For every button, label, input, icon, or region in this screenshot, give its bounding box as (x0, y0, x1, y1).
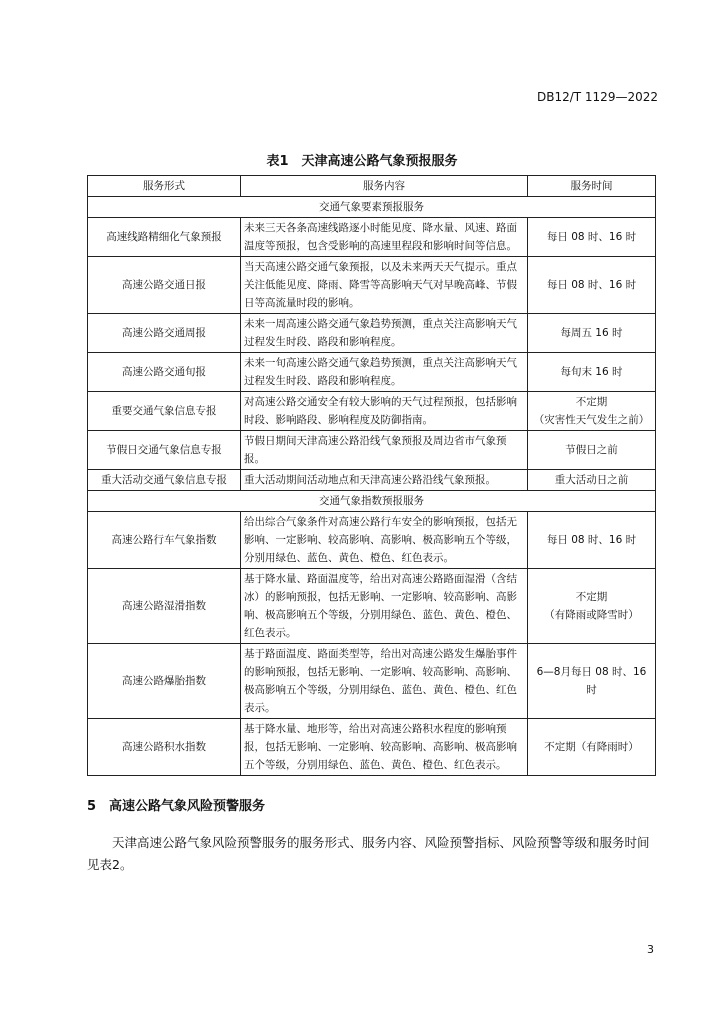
table-row (88, 392, 656, 431)
service-time-text: 每周五 16 时 (560, 327, 623, 339)
table-row (88, 512, 656, 569)
table-row (88, 353, 656, 392)
service-time-text: 每旬末 16 时 (560, 366, 623, 378)
service-time-cell (528, 512, 656, 569)
service-time-text: 节假日之前 (565, 444, 618, 456)
service-time-cell (528, 314, 656, 353)
standard-code: DB12/T 1129—2022 (536, 90, 658, 104)
service-time-cell (528, 353, 656, 392)
service-form-cell: 重要交通气象信息专报 (88, 392, 241, 431)
service-form-cell: 高速公路交通周报 (88, 314, 241, 353)
service-time-text: 每日 08 时、16 时 (546, 279, 637, 291)
service-content-cell: 未来三天各条高速线路逐小时能见度、降水量、风速、路面温度等预报，包含受影响的高速里程段和影响时间等信息。 (241, 218, 528, 257)
service-content-cell: 给出综合气象条件对高速公路行车安全的影响预报，包括无影响、一定影响、较高影响、高影响、极高影响五个等级，分别用绿色、蓝色、黄色、橙色、红色表示。 (241, 512, 528, 569)
service-content-cell: 未来一周高速公路交通气象趋势预测，重点关注高影响天气过程发生时段、路段和影响程度。 (241, 314, 528, 353)
table-section-row (88, 197, 656, 218)
service-form-cell: 高速公路湿滑指数 (88, 569, 241, 644)
service-time-text: 不定期 (575, 396, 608, 408)
section-title: 交通气象要素预报服务 (88, 197, 656, 218)
service-form-cell: 节假日交通气象信息专报 (88, 431, 241, 470)
service-content-cell: 当天高速公路交通气象预报，以及未来两天天气提示。重点关注低能见度、降雨、降雪等高影响天气对早晚高峰、节假日等高流量时段的影响。 (241, 257, 528, 314)
service-content-cell: 基于路面温度、路面类型等，给出对高速公路发生爆胎事件的影响预报，包括无影响、一定影响、较高影响、高影响、极高影响五个等级，分别用绿色、蓝色、黄色、橙色、红色表示。 (241, 644, 528, 719)
service-time-text: 不定期（有降雨时） (544, 741, 639, 753)
table-row (88, 257, 656, 314)
service-time-text: 6—8月每日 08 时、16 时 (536, 666, 647, 696)
service-time-text: 每日 08 时、16 时 (546, 534, 637, 546)
service-time-cell (528, 569, 656, 644)
service-content-cell: 重大活动期间活动地点和天津高速公路沿线气象预报。 (241, 470, 528, 491)
section-title: 交通气象指数预报服务 (88, 491, 656, 512)
table-row (88, 719, 656, 776)
column-header: 服务形式 (88, 176, 241, 197)
page-number: 3 (647, 943, 654, 956)
service-content-cell: 基于降水量、地形等，给出对高速公路积水程度的影响预报，包括无影响、一定影响、较高影响、高影响、极高影响五个等级，分别用绿色、蓝色、黄色、橙色、红色表示。 (241, 719, 528, 776)
section-paragraph: 天津高速公路气象风险预警服务的服务形式、服务内容、风险预警指标、风险预警等级和服务时间见表2。 (87, 835, 650, 872)
service-time-cell (528, 257, 656, 314)
service-content-cell: 未来一旬高速公路交通气象趋势预测，重点关注高影响天气过程发生时段、路段和影响程度。 (241, 353, 528, 392)
service-form-cell: 高速公路积水指数 (88, 719, 241, 776)
service-form-cell: 高速公路爆胎指数 (88, 644, 241, 719)
service-content-cell: 对高速公路交通安全有较大影响的天气过程预报，包括影响时段、影响路段、影响程度及防御指南。 (241, 392, 528, 431)
table-header-row (88, 176, 656, 197)
service-time-text: 每日 08 时、16 时 (546, 231, 637, 243)
service-time-cell (528, 470, 656, 491)
service-form-cell: 高速公路行车气象指数 (88, 512, 241, 569)
table-row (88, 644, 656, 719)
table-row (88, 569, 656, 644)
table-section-row (88, 491, 656, 512)
service-time-cell (528, 392, 656, 431)
service-time-text: 不定期 (575, 591, 608, 603)
table-row (88, 470, 656, 491)
table-title: 表1 天津高速公路气象预报服务 (266, 154, 458, 169)
table-row (88, 431, 656, 470)
service-time-text: 重大活动日之前 (554, 474, 629, 486)
service-time-cell (528, 719, 656, 776)
table-row (88, 218, 656, 257)
service-form-cell: 重大活动交通气象信息专报 (88, 470, 241, 491)
service-content-cell: 节假日期间天津高速公路沿线气象预报及周边省市气象预报。 (241, 431, 528, 470)
service-time-cell (528, 644, 656, 719)
section-heading: 5 高速公路气象风险预警服务 (87, 799, 266, 814)
table-row (88, 314, 656, 353)
service-form-cell: 高速公路交通旬报 (88, 353, 241, 392)
column-header: 服务时间 (528, 176, 656, 197)
service-form-cell: 高速线路精细化气象预报 (88, 218, 241, 257)
service-time-note: （灾害性天气发生之前） (533, 414, 650, 426)
service-time-cell (528, 431, 656, 470)
forecast-service-table (87, 175, 655, 776)
column-header: 服务内容 (241, 176, 528, 197)
service-form-cell: 高速公路交通日报 (88, 257, 241, 314)
service-content-cell: 基于降水量、路面温度等，给出对高速公路路面湿滑（含结冰）的影响预报，包括无影响、一定影响、较高影响、高影响、极高影响五个等级，分别用绿色、蓝色、黄色、橙色、红色表示。 (241, 569, 528, 644)
service-time-note: （有降雨或降雪时） (544, 609, 639, 621)
service-time-cell (528, 218, 656, 257)
